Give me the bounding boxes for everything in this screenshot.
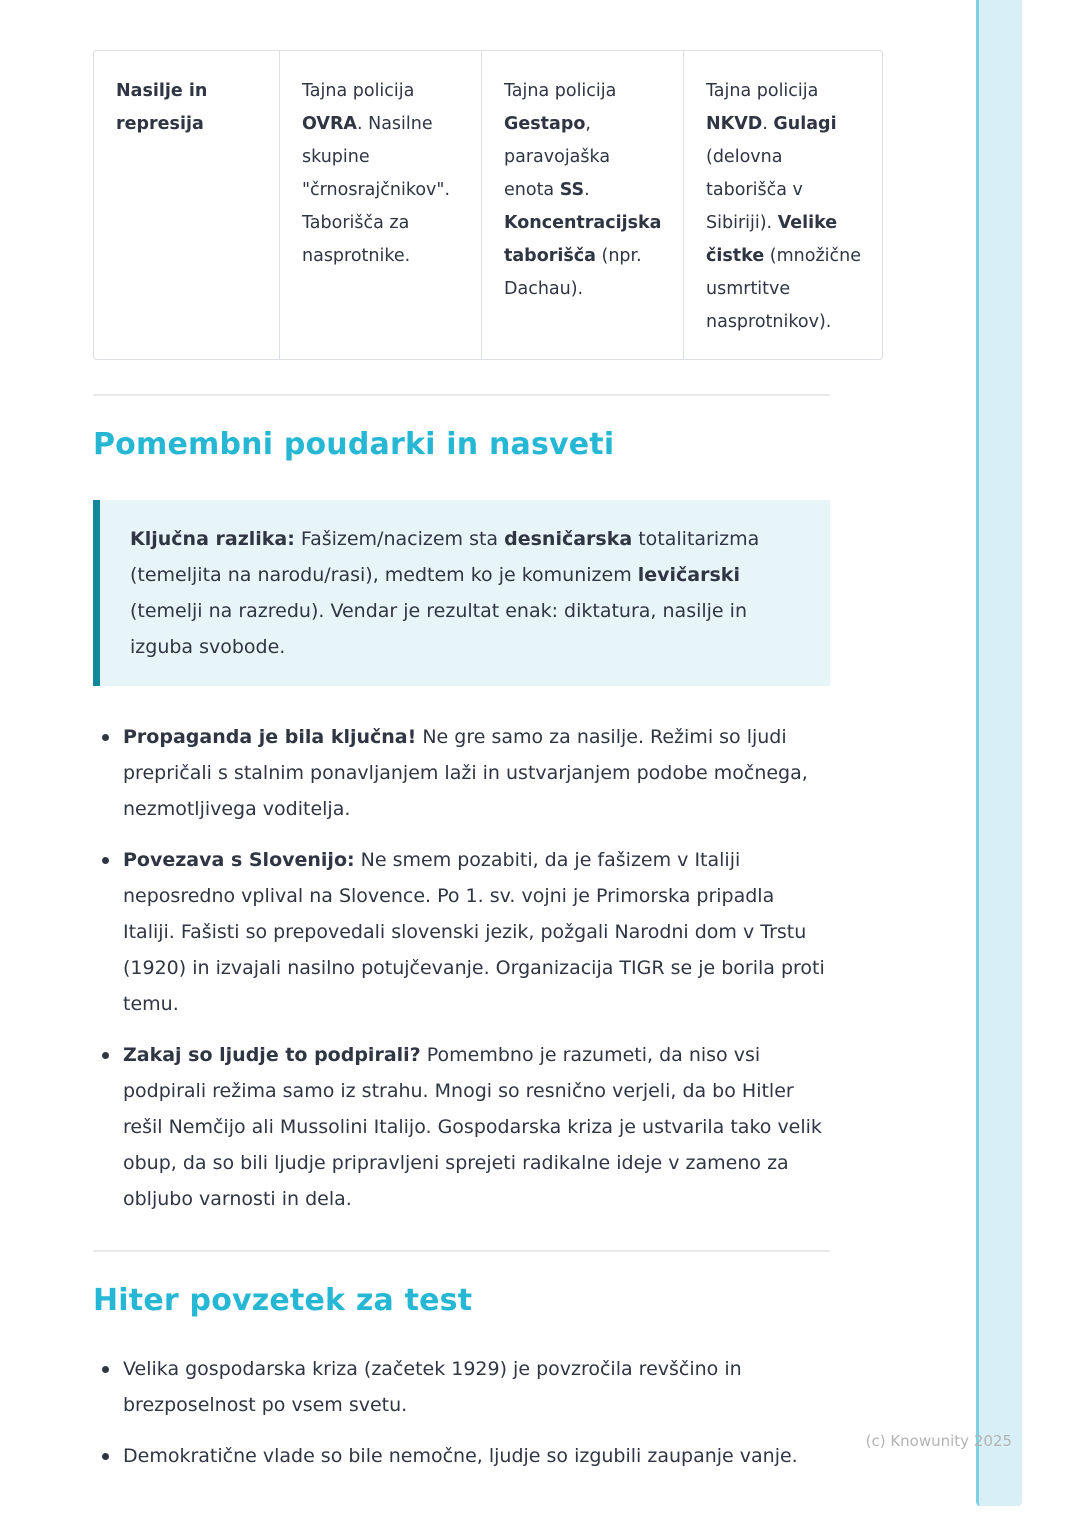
list-item: Zakaj so ljudje to podpirali? Pomembno je razumeti, da niso vsi podpirali režima samo iz strahu. Mnogi so resnično verjeli, da bo Hitler rešil Nemčijo ali Mussolini Italijo. Gospodarska kriza je ustvarila tako velik obup, da so bili ljudje pripravljeni sprejeti radikalne ideje v zameno za obljubo varnosti in dela. xyxy=(93,1037,830,1217)
section-divider xyxy=(93,394,830,396)
key-difference-callout: Ključna razlika: Fašizem/nacizem sta desničarska totalitarizma (temeljita na narodu/rasi), medtem ko je komunizem levičarski (temelji na razredu). Vendar je rezultat enak: diktatura, nasilje in izguba svobode. xyxy=(93,500,830,686)
table-cell-ussr: Tajna policija NKVD. Gulagi (delovna taborišča v Sibiriji). Velike čistke (množične usmrtitve nasprotnikov). xyxy=(683,51,884,359)
section-title-summary: Hiter povzetek za test xyxy=(93,1283,473,1318)
section-divider xyxy=(93,1250,830,1252)
page-edge-strip xyxy=(976,0,1022,1506)
document-content xyxy=(93,0,883,1489)
summary-bullet-list xyxy=(93,1351,830,1474)
table-cell-italy: Tajna policija OVRA. Nasilne skupine "črnosrajčnikov". Taborišča za nasprotnike. xyxy=(279,51,481,359)
table-cell-germany: Tajna policija Gestapo, paravojaška enota SS. Koncentracijska taborišča (npr. Dachau). xyxy=(481,51,683,359)
table-row-header: Nasilje in represija xyxy=(116,81,208,134)
list-item: Propaganda je bila ključna! Ne gre samo za nasilje. Režimi so ljudi prepričali s stalnim ponavljanjem laži in ustvarjanjem podobe močnega, nezmotljivega voditelja. xyxy=(93,719,830,827)
section-title-highlights: Pomembni poudarki in nasveti xyxy=(93,427,615,462)
footer-credit: (c) Knowunity 2025 xyxy=(865,1432,1012,1450)
list-item: Velika gospodarska kriza (začetek 1929) je povzročila revščino in brezposelnost po vsem svetu. xyxy=(93,1351,830,1423)
list-item: Demokratične vlade so bile nemočne, ljudje so izgubili zaupanje vanje. xyxy=(93,1438,830,1474)
list-item: Povezava s Slovenijo: Ne smem pozabiti, da je fašizem v Italiji neposredno vplival na Slovence. Po 1. sv. vojni je Primorska pripadla Italiji. Fašisti so prepovedali slovenski jezik, požgali Narodni dom v Trstu (1920) in izvajali nasilno potujčevanje. Organizacija TIGR se je borila proti temu. xyxy=(93,842,830,1022)
comparison-table xyxy=(93,50,883,360)
highlights-bullet-list xyxy=(93,719,830,1217)
